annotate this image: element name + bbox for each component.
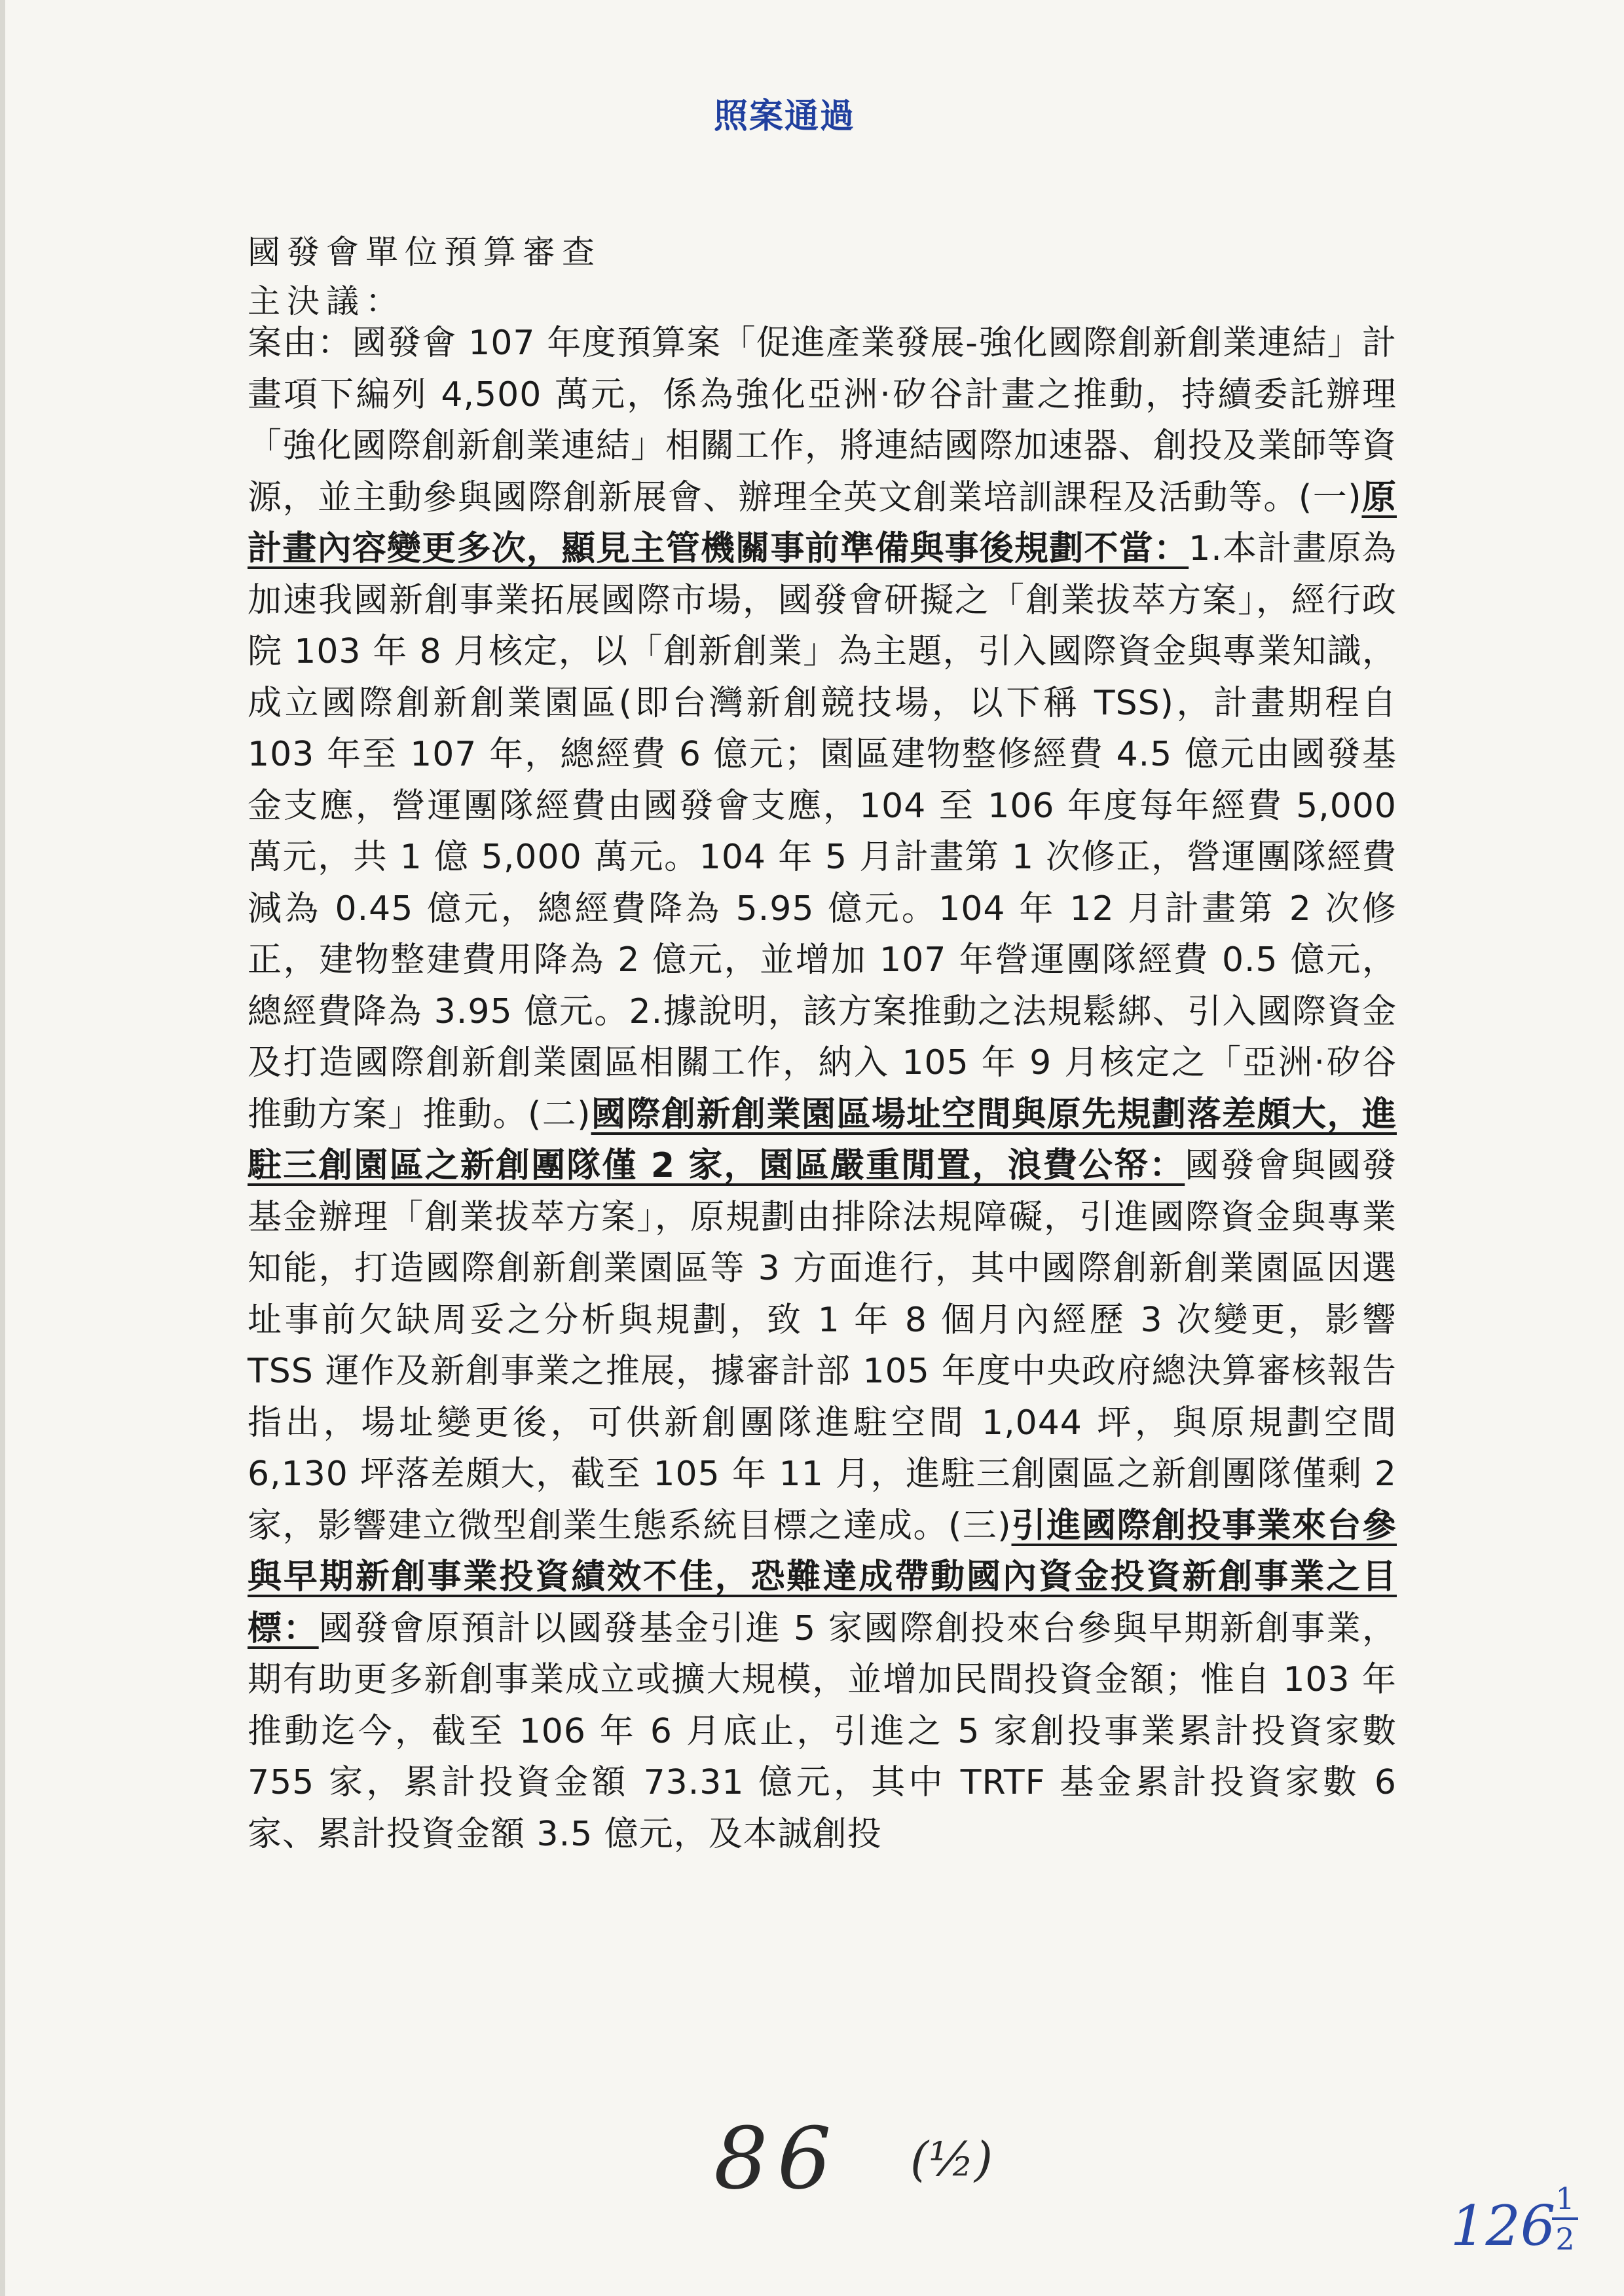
body-segment: 國發會原預計以國發基金引進 5 家國際創投來台參與早期新創事業，期有助更多新創事業成立或擴大規模，並增加民間投資金額；惟自 103 年推動迄今，截至 106 年 6 月底止，引進之 5 家創投事業累計投資家數 755 家，累計投資金額 73.31 億元，其中 TRTF 基金累計投資家數 6 家、累計投資金額 3.5 億元，及本誠創投 xyxy=(248,1608,1397,1854)
resolution-body xyxy=(248,318,1397,1860)
body-highlight-segment: 原計畫內容變更多次，顯見主管機關事前準備與事後規劃不當： xyxy=(248,477,1397,568)
handwritten-page-number: 86 xyxy=(714,2109,841,2208)
folio-number: 126 xyxy=(1450,2194,1556,2258)
body-segment: 案由：國發會 107 年度預算案「促進產業發展-強化國際創新創業連結」計畫項下編列 4,500 萬元，係為強化亞洲‧矽谷計畫之推動，持續委託辦理「強化國際創新創業連結」相關工作，將連結國際加速器、創投及業師等資源，並主動參與國際創新展會、辦理全英文創業培訓課程及活動等。(一) xyxy=(248,324,1397,517)
main-resolution-heading: 主決議： xyxy=(248,282,405,320)
body-segment: 國發會與國發基金辦理「創業拔萃方案」，原規劃由排除法規障礙，引進國際資金與專業知能，打造國際創新創業園區等 3 方面進行，其中國際創新創業園區因選址事前欠缺周妥之分析與規劃，致 1 年 8 個月內經歷 3 次變更，影響 TSS 運作及新創事業之推展，據審計部 105 年度中央政府總決算審核報告指出，場址變更後，可供新創團隊進駐空間 1,044 坪，與原規劃空間 6,130 坪落差頗大，截至 105 年 11 月，進駐三創園區之新創團隊僅剩 2 家，影響建立微型創業生態系統目標之達成。(三) xyxy=(248,1146,1397,1546)
folio-fraction-denominator: 2 xyxy=(1555,2221,1575,2257)
folio-fraction-numerator: 1 xyxy=(1555,2181,1575,2216)
folio-fraction-bar xyxy=(1552,2217,1578,2220)
folio-fraction xyxy=(1552,2181,1578,2257)
document-title: 國發會單位預算審查 xyxy=(248,233,601,271)
body-highlight-segment: 國際創新創業園區場址空間與原先規劃落差頗大，進駐三創園區之新創團隊僅 2 家，園區嚴重閒置，浪費公帑： xyxy=(248,1094,1397,1185)
body-segment: 1.本計畫原為加速我國新創事業拓展國際市場，國發會研擬之「創業拔萃方案」，經行政院 103 年 8 月核定，以「創新創業」為主題，引入國際資金與專業知識，成立國際創新創業園區(即台灣新創競技場，以下稱 TSS)，計畫期程自 103 年至 107 年，總經費 6 億元；園區建物整修經費 4.5 億元由國發基金支應，營運團隊經費由國發會支應，104 至 106 年度每年經費 5,000 萬元，共 1 億 5,000 萬元。104 年 5 月計畫第 1 次修正，營運團隊經費減為 0.45 億元，總經費降為 5.95 億元。104 年 12 月計畫第 2 次修正，建物整建費用降為 2 億元，並增加 107 年營運團隊經費 0.5 億元，總經費降為 3.95 億元。2.據說明，該方案推動之法規鬆綁、引入國際資金及打造國際創新創業園區相關工作，納入 105 年 9 月核定之「亞洲‧矽谷推動方案」推動。(二) xyxy=(248,529,1397,1134)
body-highlight-segment: 引進國際創投事業來台參與早期新創事業投資績效不佳，恐難達成帶動國內資金投資新創事業之目標： xyxy=(248,1506,1397,1648)
approval-stamp: 照案通過 xyxy=(714,96,856,136)
handwritten-page-fraction: (½) xyxy=(910,2132,993,2187)
scan-edge xyxy=(0,0,5,2296)
